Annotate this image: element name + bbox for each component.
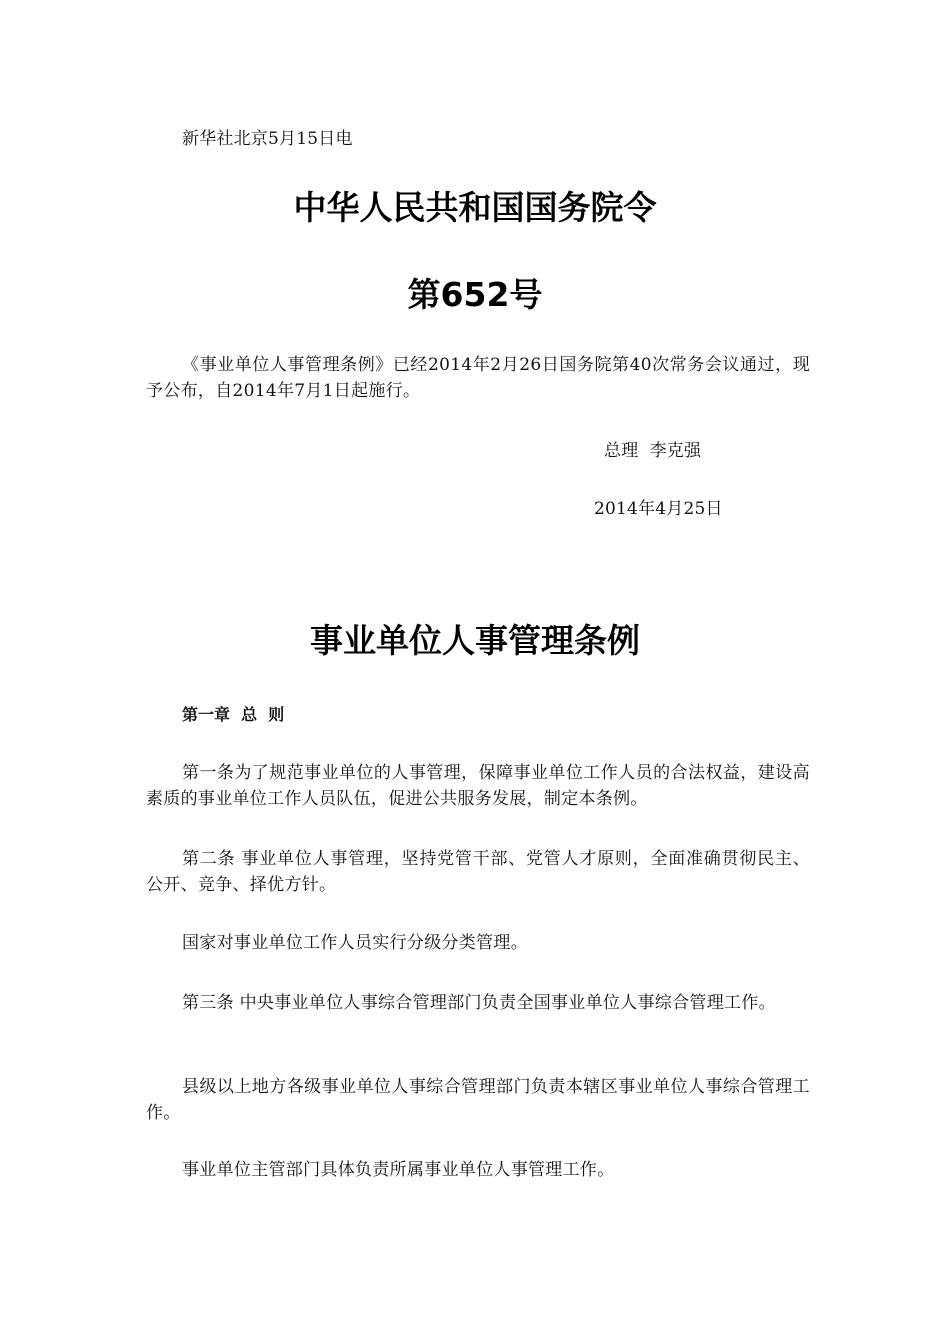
article-3-clause-2: 事业单位主管部门具体负责所属事业单位人事管理工作。: [182, 1160, 615, 1180]
chapter-heading: 第一章 总 则: [182, 705, 285, 724]
decree-date: 2014年4月25日: [594, 499, 723, 519]
decree-number: 第652号: [407, 275, 543, 314]
article-2: 第二条 事业单位人事管理，坚持党管干部、党管人才原则，全面准确贯彻民主、公开、竞争、择优方针。: [146, 849, 810, 895]
dateline: 新华社北京5月15日电: [182, 129, 353, 149]
article-3-clause-1: 县级以上地方各级事业单位人事综合管理部门负责本辖区事业单位人事综合管理工作。: [146, 1077, 810, 1123]
regulation-title: 事业单位人事管理条例: [310, 621, 640, 660]
decree-body: 《事业单位人事管理条例》已经2014年2月26日国务院第40次常务会议通过，现予公布，自2014年7月1日起施行。: [146, 355, 810, 401]
decree-title: 中华人民共和国国务院令: [293, 188, 657, 227]
article-1: 第一条为了规范事业单位的人事管理，保障事业单位工作人员的合法权益，建设高素质的事业单位工作人员队伍，促进公共服务发展，制定本条例。: [146, 763, 810, 809]
article-2-clause: 国家对事业单位工作人员实行分级分类管理。: [182, 933, 528, 953]
article-3: 第三条 中央事业单位人事综合管理部门负责全国事业单位人事综合管理工作。: [182, 993, 776, 1013]
signatory: 总理 李克强: [604, 441, 702, 461]
